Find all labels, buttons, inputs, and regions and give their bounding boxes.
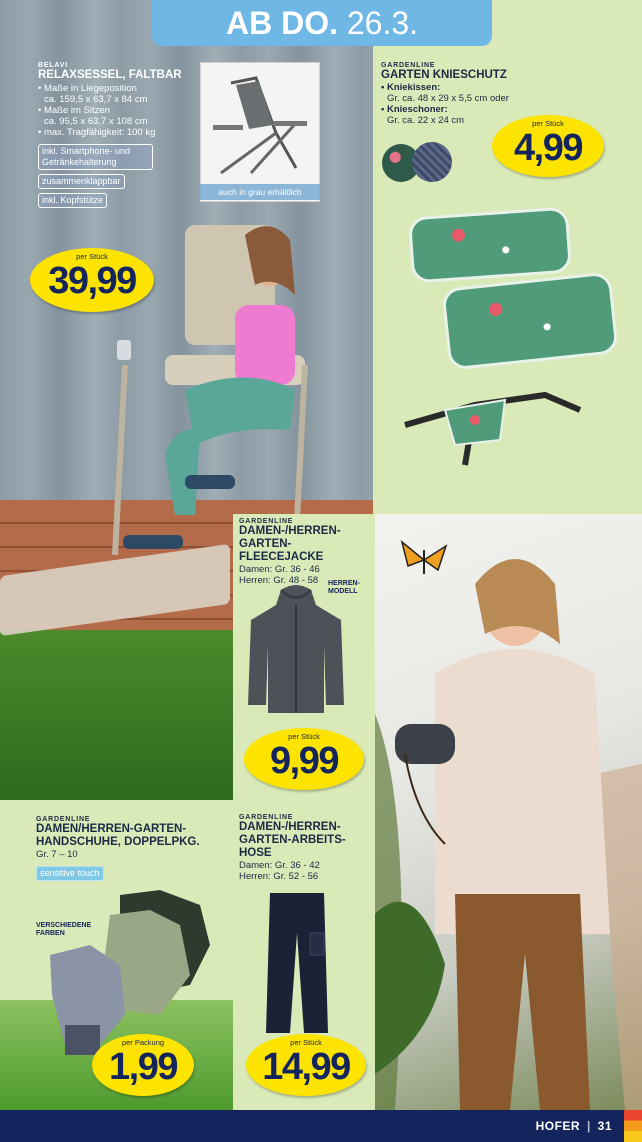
spec-line: • Kniekissen:: [381, 82, 441, 93]
feature-tag: inkl. Smartphone- und Getränkehalterung: [38, 144, 153, 170]
feature-tag: inkl. Kopfstütze: [38, 193, 107, 208]
product-title-line: GARTEN-ARBEITS-: [239, 834, 346, 846]
pants-price-badge: [246, 1034, 366, 1096]
feature-tag: zusammenklappbar: [38, 174, 125, 189]
product-title-line: DAMEN-/HERREN-: [239, 821, 341, 833]
price-value: 14,99: [262, 1046, 350, 1088]
price-value: 39,99: [48, 260, 136, 302]
woman-with-gloves-image: [375, 514, 642, 1110]
product-title-line: DAMEN-/HERREN-: [239, 525, 341, 537]
spec-line: • max. Tragfähigkeit: 100 kg: [38, 127, 156, 138]
knee-cushion-image: [408, 206, 572, 283]
brand-label: BELAVI: [38, 62, 68, 69]
feature-tags: [38, 144, 198, 208]
brand-color-stripe: [624, 1110, 642, 1142]
product-title-line: HOSE: [239, 847, 272, 859]
price-value: 4,99: [514, 127, 582, 169]
folding-chair-icon: [201, 63, 319, 185]
size-line: Damen: Gr. 36 - 42: [239, 860, 320, 871]
product-title: RELAXSESSEL, FALTBAR: [38, 69, 182, 81]
spec-line: • Maße im Sitzen: [38, 105, 110, 116]
size-line: Gr. 7 – 10: [36, 849, 78, 860]
price-value: 9,99: [270, 740, 338, 782]
banner-date: 26.3.: [346, 5, 419, 41]
knee-guard-strap-image: [385, 370, 585, 480]
relax-price-badge: [30, 248, 154, 312]
spec-line: ca. 95,5 x 63,7 x 108 cm: [44, 116, 148, 127]
gloves-text-block: [36, 816, 231, 885]
product-title-line: DAMEN/HERREN-GARTEN-: [36, 823, 187, 835]
size-line: Herren: Gr. 48 - 58: [239, 575, 319, 586]
price-unit: per Stück: [288, 732, 320, 741]
variant-label-line: VERSCHIEDENE: [36, 922, 92, 929]
fabric-swatch-navy: [412, 142, 452, 182]
spec-line: ca. 159,5 x 63,7 x 84 cm: [44, 94, 148, 105]
footer-separator: |: [586, 1119, 591, 1133]
brand-label: GARDENLINE: [239, 814, 294, 821]
footer-brand-name: HOFER: [535, 1119, 581, 1133]
brand-label: GARDENLINE: [381, 62, 436, 69]
model-label-line: MODELL: [328, 588, 358, 595]
model-label-line: HERREN-: [328, 580, 360, 587]
price-unit: per Stück: [76, 252, 108, 261]
gloves-price-badge: [92, 1034, 194, 1096]
size-line: Herren: Gr. 52 - 56: [239, 871, 319, 882]
fleece-text-block: [239, 518, 373, 586]
work-pants-image: [262, 893, 332, 1033]
fleece-price-badge: [244, 728, 364, 790]
product-title: GARTEN KNIESCHUTZ: [381, 69, 507, 81]
fleece-jacket-image: [246, 585, 346, 715]
spec-line: • Knieschoner:: [381, 104, 448, 115]
product-title-line: GARTEN-FLEECEJACKE: [239, 538, 324, 563]
date-banner: [152, 0, 492, 46]
size-line: Damen: Gr. 36 - 46: [239, 564, 320, 575]
chair-image-caption: auch in grau erhältlich: [200, 184, 320, 200]
relax-specs: [38, 83, 198, 138]
footer-brand: [536, 1110, 612, 1142]
spec-line: Gr. ca. 48 x 29 x 5,5 cm oder: [387, 93, 509, 104]
product-title-line: HANDSCHUHE, DOPPELPKG.: [36, 836, 200, 848]
pants-text-block: [239, 814, 373, 882]
relax-text-block: [38, 62, 198, 212]
price-unit: per Stück: [290, 1038, 322, 1047]
price-unit: per Packung: [121, 1038, 165, 1047]
spec-line: • Maße in Liegeposition: [38, 83, 137, 94]
feature-tag: sensitive touch: [36, 866, 104, 881]
page-number: 31: [597, 1119, 612, 1133]
banner-prefix: AB DO.: [225, 5, 338, 41]
price-value: 1,99: [109, 1046, 177, 1088]
knee-price-badge: [492, 115, 604, 177]
butterfly-icon: [398, 540, 450, 580]
page-footer: [0, 1110, 642, 1142]
chair-product-image: [200, 62, 320, 202]
spec-line: Gr. ca. 22 x 24 cm: [387, 115, 465, 126]
brand-label: GARDENLINE: [239, 518, 294, 525]
brand-label: GARDENLINE: [36, 816, 91, 823]
price-unit: per Stück: [532, 119, 564, 128]
variant-label-line: FARBEN: [36, 930, 65, 937]
